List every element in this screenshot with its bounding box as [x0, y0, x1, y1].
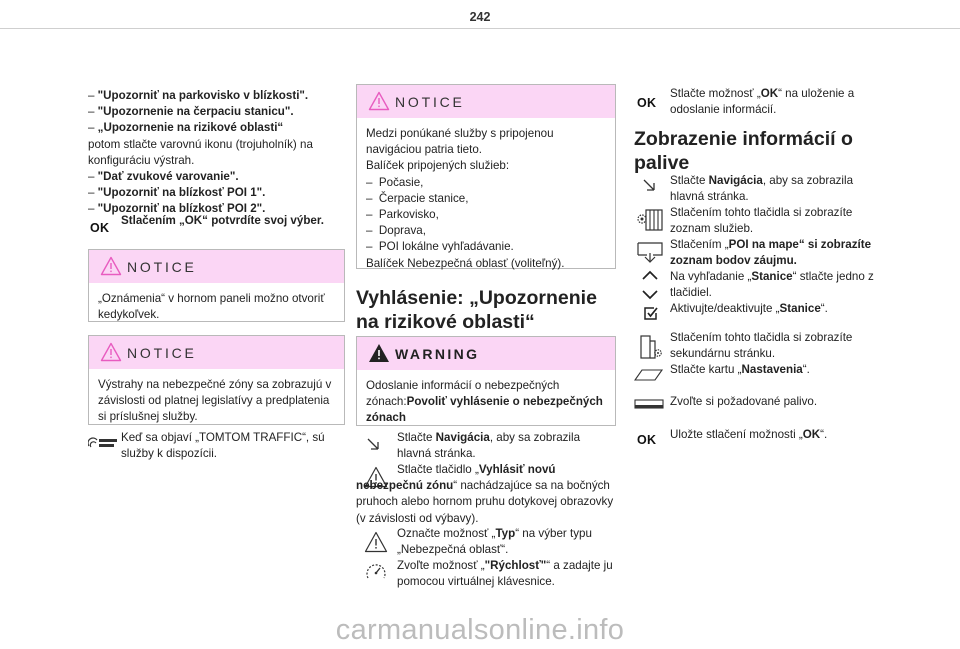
notice-title: NOTICE: [127, 345, 197, 361]
ok-icon: OK: [637, 96, 657, 110]
tomtom-traffic-icon: [88, 436, 118, 450]
hazard-triangle-icon: [364, 531, 388, 553]
step-text: Stlačením tohto tlačidla si zobrazíte zoznam služieb.: [670, 206, 853, 236]
step-text: Zvoľte možnosť „"Rýchlosť"“ a zadajte ju pomocou virtuálnej klávesnice.: [397, 559, 613, 589]
step-text: Na vyhľadanie „Stanice“ stlačte jedno z tlačidiel.: [670, 270, 874, 300]
notice-header: [357, 85, 615, 118]
step-text: Stlačte Navigácia, aby sa zobrazila hlavná stránka.: [397, 431, 581, 461]
list-item: – "Upozornenie na čerpaciu stanicu".: [88, 105, 294, 119]
list-item: – "Upozorniť na blízkosť POI 2".: [88, 202, 266, 216]
services-list-icon: [636, 208, 664, 232]
step-text: Stlačte Navigácia, aby sa zobrazila hlavná stránka.: [670, 174, 854, 204]
list-item: – Parkovisko,: [366, 208, 439, 222]
notice-header: [89, 250, 344, 283]
list-item: – "Upozorniť na blízkosť POI 1".: [88, 186, 266, 200]
chevron-up-icon: [641, 270, 659, 280]
list-item: – "Dať zvukové varovanie".: [88, 170, 239, 184]
warning-triangle-icon: [368, 91, 390, 111]
step-text: Stlačením tohto tlačidla si zobrazíte sekundárnu stránku.: [670, 331, 853, 361]
list-item: – Čerpacie stanice,: [366, 191, 469, 205]
notice-text: Medzi ponúkané služby s pripojenou navigáciou patria tieto.: [366, 127, 554, 157]
notice-text: „Oznámenia“ v hornom paneli možno otvoriť kedykoľvek.: [98, 292, 325, 322]
warning-text: Odoslanie informácií o nebezpečných zónach:Povoliť vyhlásenie o nebezpečných zónach: [366, 379, 603, 425]
step-text: Stlačením „POI na mape“ si zobrazíte zoznam bodov záujmu.: [670, 238, 872, 268]
section-heading: Vyhlásenie: „Upozornenie na rizikové oblasti“: [356, 287, 597, 333]
step-text: Zvoľte si požadované palivo.: [670, 395, 818, 408]
confirm-text: Stlačením „OK“ potvrdíte svoj výber.: [121, 214, 324, 227]
fuel-option-bar-icon: [634, 397, 664, 411]
list-item: – POI lokálne vyhľadávanie.: [366, 240, 514, 254]
notice-box: [88, 335, 345, 425]
navigation-arrow-icon: [366, 437, 380, 451]
notice-box: [88, 249, 345, 322]
notice-box: [356, 84, 616, 269]
notice-text: Balíček Nebezpečná oblasť (voliteľný).: [366, 256, 565, 270]
notice-title: NOTICE: [127, 259, 197, 275]
section-heading: Zobrazenie informácií o palive: [634, 128, 853, 174]
notice-header: [89, 336, 344, 369]
poi-map-icon: [636, 240, 664, 264]
watermark: carmanualsonline.info: [335, 614, 625, 646]
paragraph: potom stlačte varovnú ikonu (trojuholník) na konfiguráciu výstrah.: [88, 137, 313, 167]
warning-triangle-icon: [100, 256, 122, 276]
step-text: Označte možnosť „Typ“ na výber typu „Nebezpečná oblasť“.: [397, 527, 592, 557]
tomtom-text: Keď sa objaví „TOMTOM TRAFFIC“, sú služby k dispozícii.: [121, 431, 325, 461]
step-text: Stlačte tlačidlo „Vyhlásiť novú nebezpečnú zónu“ nachádzajúce sa na bočných pruhoch alebo hornom pruhu dotykovej obrazovky (v závislosti od výbavy).: [356, 463, 614, 525]
step-text: Stlačte kartu „Nastavenia“.: [670, 363, 810, 376]
list-item: – Doprava,: [366, 224, 426, 238]
list-item: – "Upozorniť na parkovisko v blízkosti".: [88, 89, 309, 102]
navigation-arrow-icon: [642, 178, 656, 192]
speedometer-icon: [365, 562, 387, 582]
warning-title: WARNING: [395, 346, 480, 362]
step-text: Aktivujte/deaktivujte „Stanice“.: [670, 302, 828, 315]
settings-tab-icon: [634, 368, 664, 382]
page-number: 242: [469, 10, 491, 24]
notice-body: [357, 118, 615, 280]
warning-triangle-icon: [368, 343, 390, 363]
warning-triangle-icon: [100, 342, 122, 362]
chevron-down-icon: [641, 290, 659, 300]
list-item: – „Upozornenie na rizikové oblasti“: [88, 121, 284, 135]
step-text: Uložte stlačení možnosti „OK“.: [670, 428, 828, 441]
ok-icon: OK: [90, 221, 110, 235]
column-1: [88, 88, 341, 218]
header-divider: [0, 28, 960, 29]
checkbox-icon: [643, 305, 659, 321]
secondary-page-icon: [639, 334, 663, 360]
step-text: Stlačte možnosť „OK“ na uloženie a odoslanie informácií.: [670, 87, 855, 117]
list-item: – Počasie,: [366, 175, 424, 189]
notice-text: Balíček pripojených služieb:: [366, 159, 510, 173]
warning-box: [356, 336, 616, 426]
notice-title: NOTICE: [395, 94, 465, 110]
warning-header: [357, 337, 615, 370]
ok-icon: OK: [637, 433, 657, 447]
notice-text: Výstrahy na nebezpečné zóny sa zobrazujú v závislosti od platnej legislatívy a predplatenia si príslušnej služby.: [98, 378, 332, 424]
